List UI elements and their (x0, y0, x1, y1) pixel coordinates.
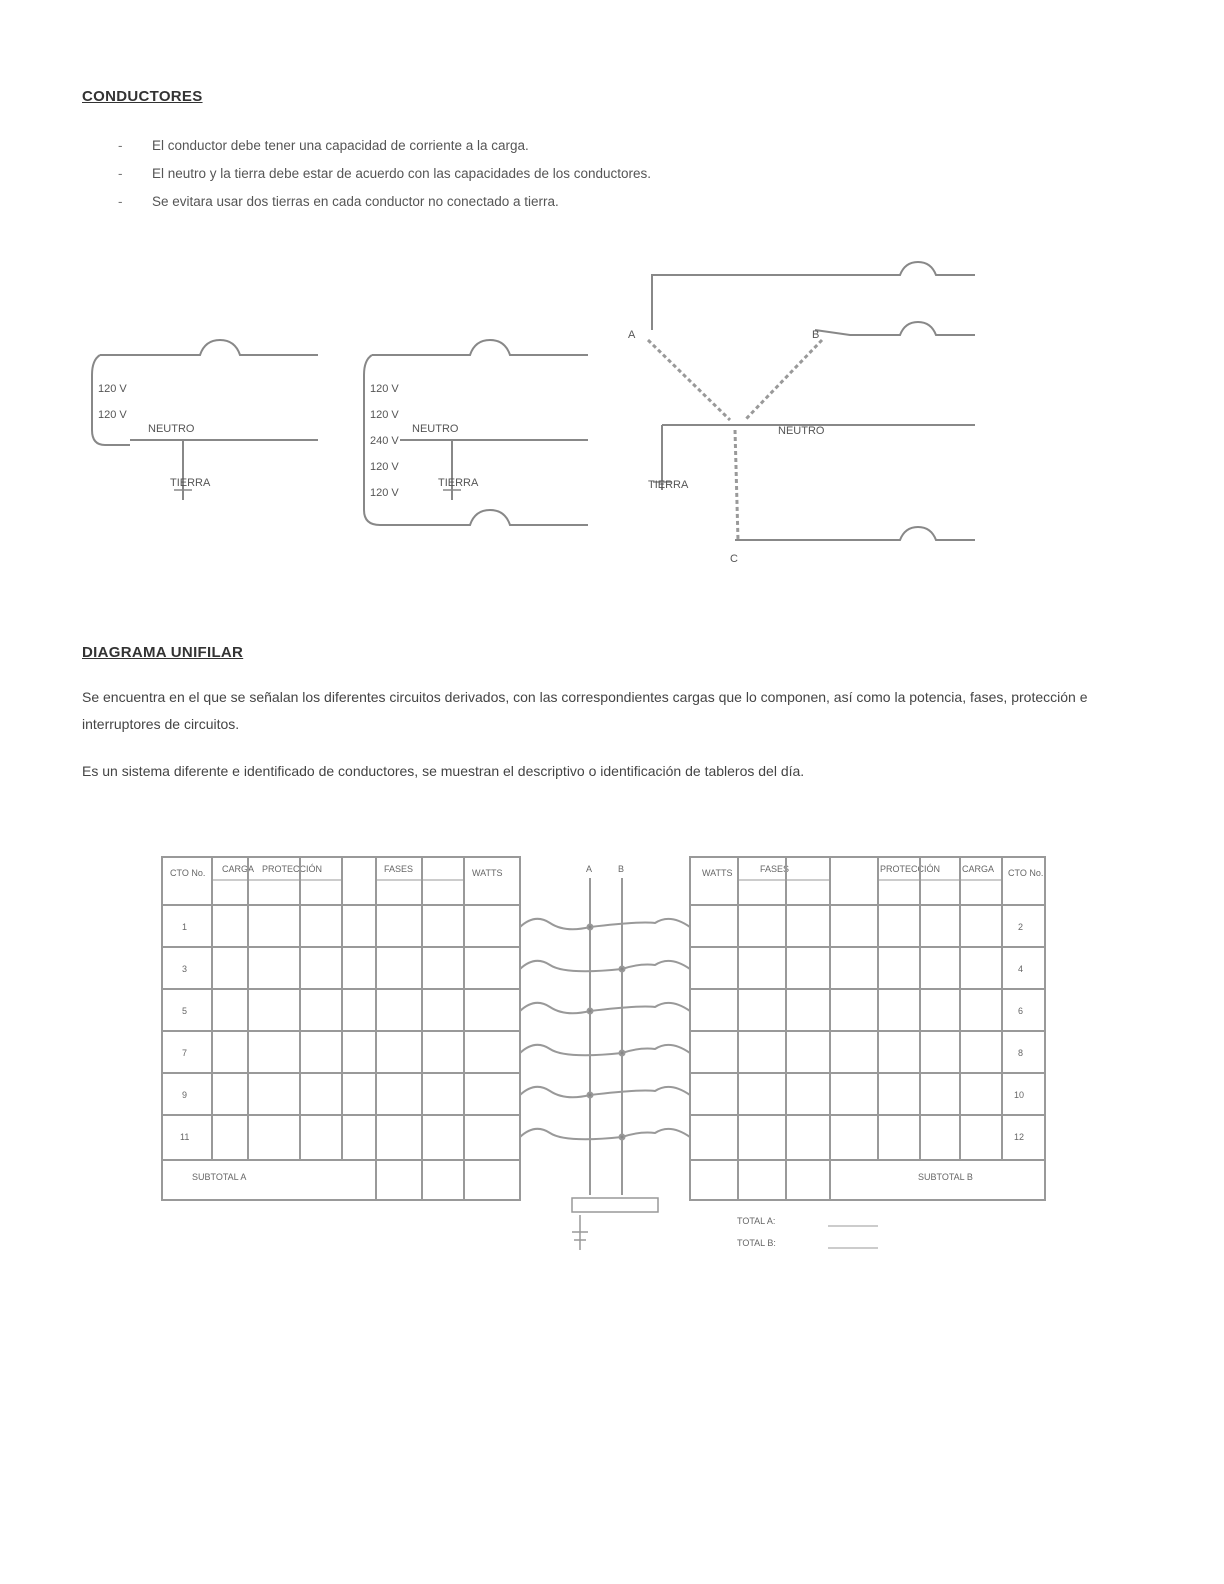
list-item: - El conductor debe tener una capacidad de corriente a la carga. (118, 138, 529, 153)
breaker-right (622, 961, 690, 969)
voltage-label: 120 V (370, 383, 399, 395)
description-paragraph: Es un sistema diferente e identificado de conductores, se muestran el descriptivo o identificación de tableros del día. (82, 763, 805, 779)
bus-connection-dot (588, 925, 593, 930)
circuit-number: 3 (182, 964, 188, 974)
bus-label: A (586, 864, 593, 874)
column-header: WATTS (702, 868, 733, 878)
breaker-left (520, 919, 590, 929)
column-header: CARGA (222, 864, 255, 874)
neutral-label: NEUTRO (778, 425, 825, 437)
list-item: - El neutro y la tierra debe estar de acuerdo con las capacidades de los conductores. (118, 166, 652, 181)
circuit-number: 11 (180, 1132, 190, 1142)
bus-bars (520, 864, 690, 1250)
ground-label: TIERRA (648, 479, 689, 491)
breaker-left (520, 1087, 590, 1097)
subtotal-label: SUBTOTAL B (918, 1172, 973, 1182)
neutral-label: NEUTRO (412, 423, 459, 435)
section-title-diagrama-unifilar: DIAGRAMA UNIFILAR (82, 644, 244, 661)
circuit-number: 7 (182, 1048, 188, 1058)
column-header: CTO No. (1008, 868, 1044, 878)
bus-connection-dot (588, 1009, 593, 1014)
voltage-label: 120 V (370, 461, 399, 473)
svg-text:B: B (812, 329, 820, 341)
column-header: WATTS (472, 868, 503, 878)
circuit-number: 10 (1014, 1090, 1025, 1100)
breaker-right (590, 1087, 690, 1095)
breaker-left (520, 961, 622, 971)
legend-label: TOTAL A: (737, 1216, 776, 1226)
bus-connection-dot (620, 1051, 625, 1056)
bus-connection-dot (588, 1093, 593, 1098)
column-header: FASES (760, 864, 790, 874)
column-header: CTO No. (170, 868, 206, 878)
voltage-label: 120 V (98, 409, 127, 421)
totals-legend (737, 1216, 878, 1248)
voltage-label: 120 V (98, 383, 127, 395)
svg-text:C: C (730, 553, 738, 565)
section-title-conductores: CONDUCTORES (82, 88, 203, 105)
svg-text:A: A (628, 329, 636, 341)
breaker-right (590, 919, 690, 927)
description-paragraph: Se encuentra en el que se señalan los diferentes circuitos derivados, con las correspondientes cargas que lo componen, así como la potencia, fases, protección e interruptores de circuitos. (82, 689, 1088, 732)
ground-label: TIERRA (170, 477, 211, 489)
breaker-right (622, 1045, 690, 1053)
breaker-right (622, 1129, 690, 1137)
circuit-number: 1 (182, 922, 188, 932)
neutral-label: NEUTRO (148, 423, 195, 435)
ground-label: TIERRA (438, 477, 479, 489)
list-item: - Se evitara usar dos tierras en cada conductor no conectado a tierra. (118, 194, 559, 209)
column-header: CARGA (962, 864, 995, 874)
circuit-number: 6 (1018, 1006, 1024, 1016)
circuit-number: 8 (1018, 1048, 1024, 1058)
circuit-number: 12 (1014, 1132, 1025, 1142)
breaker-right (590, 1003, 690, 1011)
circuit-number: 9 (182, 1090, 188, 1100)
subtotal-label: SUBTOTAL A (192, 1172, 247, 1182)
column-header: FASES (384, 864, 414, 874)
circuit-number: 4 (1018, 964, 1024, 974)
breaker-left (520, 1129, 622, 1139)
voltage-label: 120 V (370, 487, 399, 499)
voltage-label: 120 V (370, 409, 399, 421)
bus-connection-dot (620, 967, 625, 972)
breaker-left (520, 1045, 622, 1055)
column-header: PROTECCIÓN (880, 864, 941, 874)
bus-label: B (618, 864, 625, 874)
voltage-label: 240 V (370, 435, 399, 447)
breaker-left (520, 1003, 590, 1013)
column-header: PROTECCIÓN (262, 864, 323, 874)
legend-label: TOTAL B: (737, 1238, 776, 1248)
circuit-number: 2 (1018, 922, 1024, 932)
right-panel-table (690, 857, 1045, 1200)
bus-connection-dot (620, 1135, 625, 1140)
circuit-number: 5 (182, 1006, 188, 1016)
